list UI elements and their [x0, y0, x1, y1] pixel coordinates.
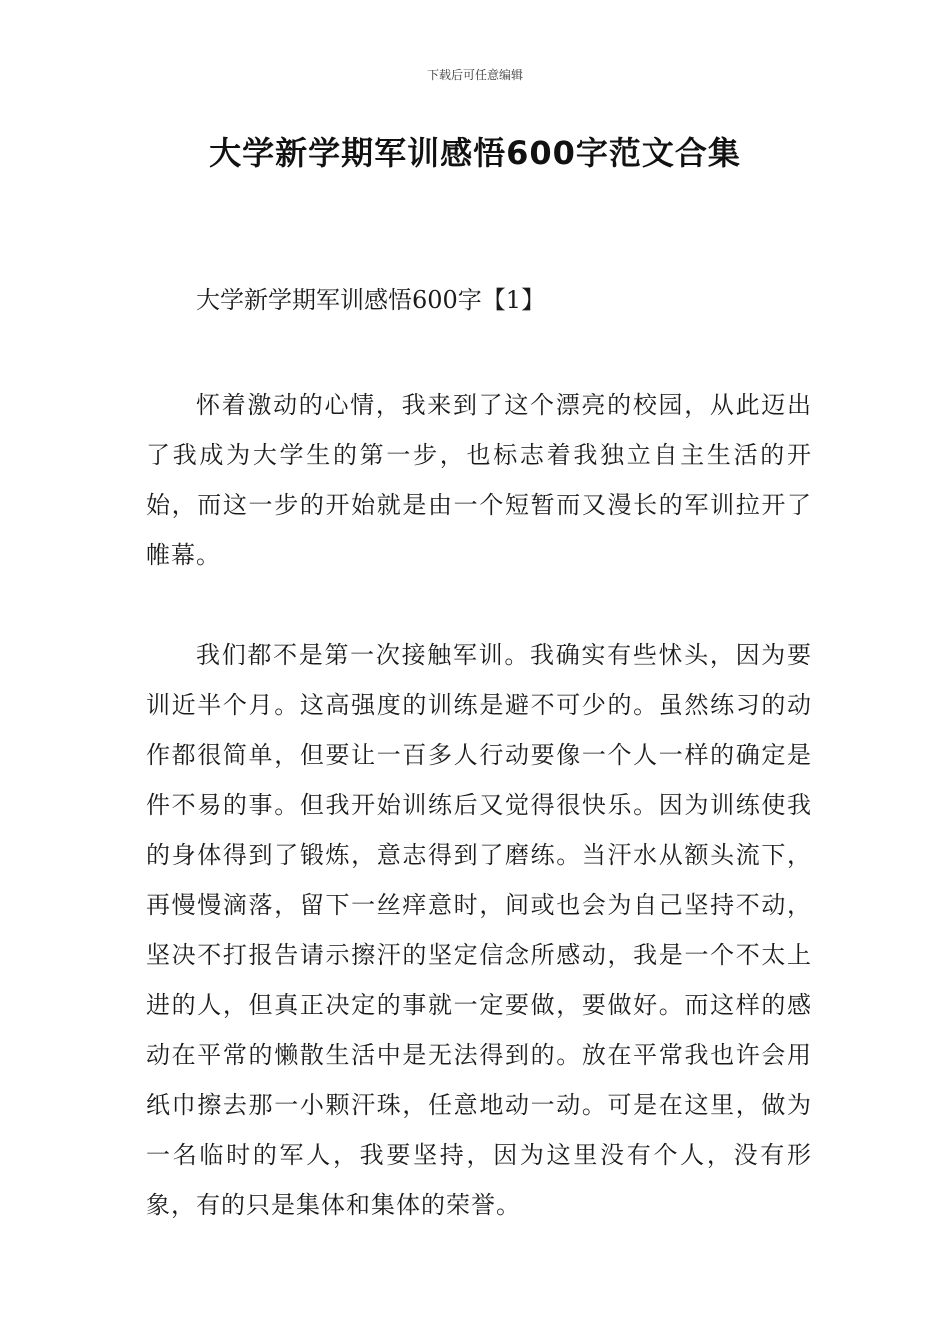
section-heading: 大学新学期军训感悟600字【1】: [196, 286, 546, 314]
paragraph-2: 我们都不是第一次接触军训。我确实有些怵头，因为要训近半个月。这高强度的训练是避不可少的。虽然练习的动作都很简单，但要让一百多人行动要像一个人一样的确定是件不易的事。但我开始训练后又觉得很快乐。因为训练使我的身体得到了锻炼，意志得到了磨练。当汗水从额头流下，再慢慢滴落，留下一丝痒意时，间或也会为自己坚持不动，坚决不打报告请示擦汗的坚定信念所感动，我是一个不太上进的人，但真正决定的事就一定要做，要做好。而这样的感动在平常的懒散生活中是无法得到的。放在平常我也许会用纸巾擦去那一小颗汗珠，任意地动一动。可是在这里，做为一名临时的军人，我要坚持，因为这里没有个人，没有形象，有的只是集体和集体的荣誉。: [146, 641, 812, 1219]
paragraph-1: 怀着激动的心情，我来到了这个漂亮的校园，从此迈出了我成为大学生的第一步，也标志着我独立自主生活的开始，而这一步的开始就是由一个短暂而又漫长的军训拉开了帷幕。: [146, 391, 812, 569]
header-note: 下载后可任意编辑: [426, 68, 523, 82]
document-title: 大学新学期军训感悟600字范文合集: [209, 134, 741, 172]
document-body: [146, 280, 812, 1280]
